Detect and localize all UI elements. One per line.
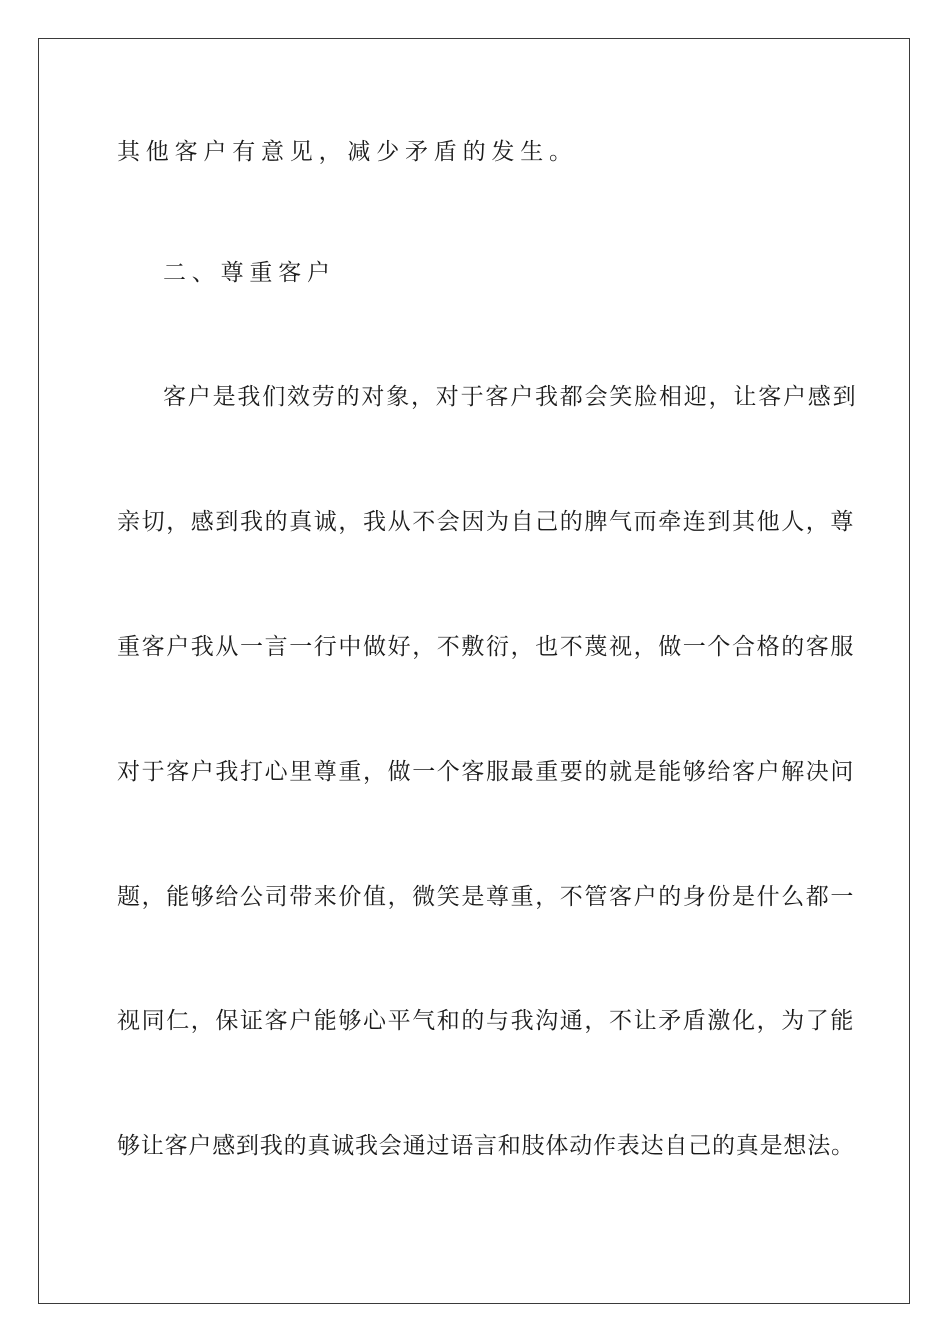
paragraph-line: 重客户我从一言一行中做好，不敷衍，也不蔑视，做一个合格的客服 [117,634,855,660]
paragraph-line: 客户是我们效劳的对象，对于客户我都会笑脸相迎，让客户感到 [163,384,858,410]
paragraph-line: 对于客户我打心里尊重，做一个客服最重要的就是能够给客户解决问 [117,759,855,785]
paragraph-line: 够让客户感到我的真诚我会通过语言和肢体动作表达自己的真是想法。 [117,1133,855,1159]
section-heading: 二、尊重客户 [163,260,336,286]
page-frame [38,38,910,1304]
paragraph-line: 题，能够给公司带来价值，微笑是尊重，不管客户的身份是什么都一 [117,884,855,910]
paragraph-line: 亲切，感到我的真诚，我从不会因为自己的脾气而牵连到其他人，尊 [117,509,855,535]
paragraph-line: 其他客户有意见，减少矛盾的发生。 [117,139,578,165]
paragraph-line: 视同仁，保证客户能够心平气和的与我沟通，不让矛盾激化，为了能 [117,1008,855,1034]
